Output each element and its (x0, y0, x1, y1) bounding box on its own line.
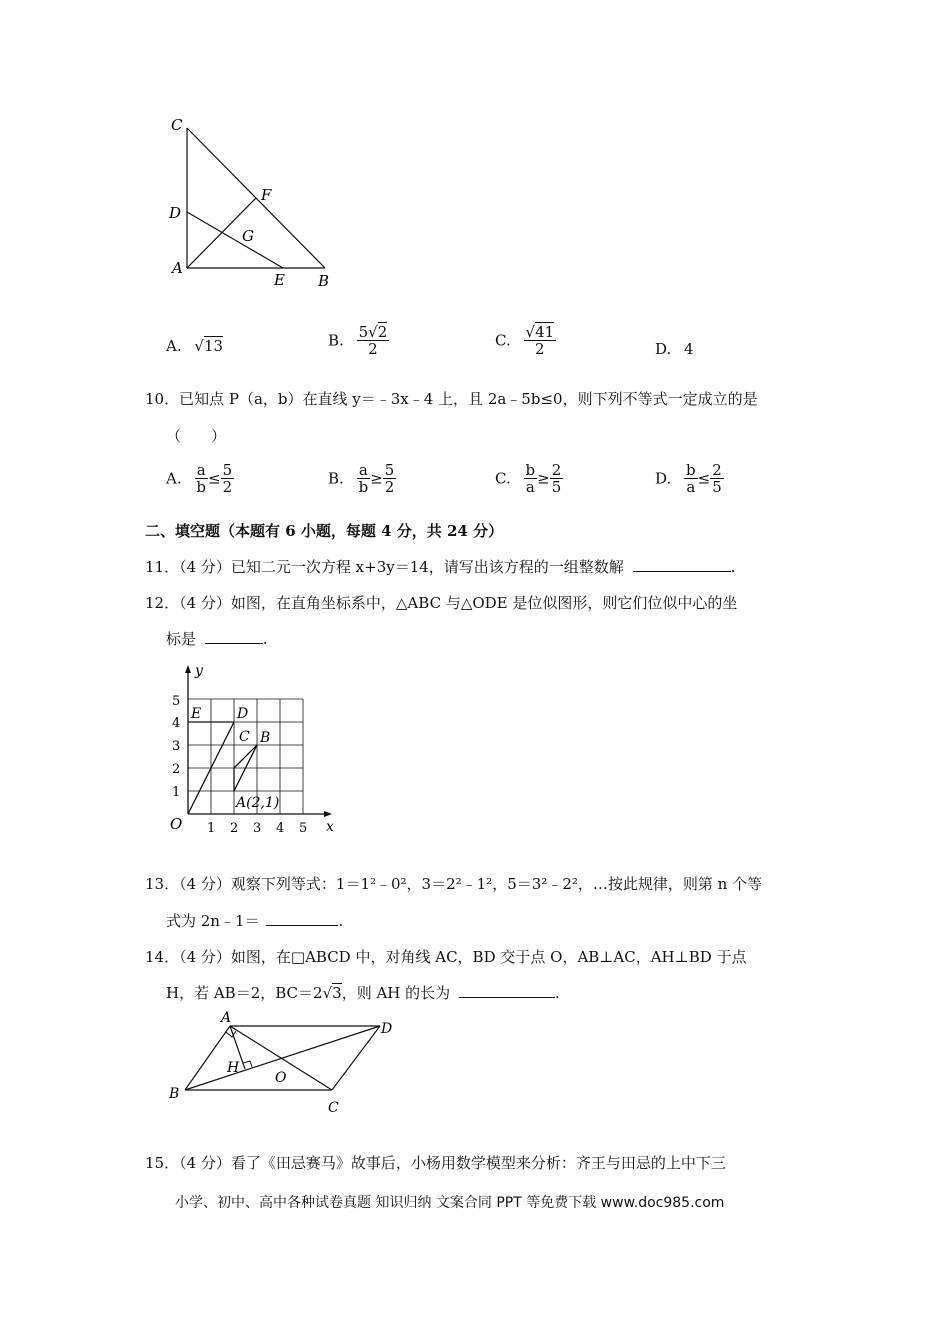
q9-triangle-figure (160, 110, 350, 300)
q14-line2: H，若 AB＝2，BC＝2√3，则 AH 的长为 . (166, 984, 560, 1002)
q14-parallelogram-figure (160, 1010, 410, 1120)
q10-option-b: B. $\frac{a}{b}$ ≥ $\frac{5}{2}$ (328, 461, 395, 496)
y-tick-5: 5 (172, 694, 181, 709)
label-C: C (171, 116, 183, 134)
y-tick-3: 3 (172, 739, 181, 754)
q10-text: 10．已知点 P（a，b）在直线 y＝﹣3x﹣4 上，且 2a﹣5b≤0，则下列不等式一定成立的是 (145, 390, 758, 408)
label-B: B (169, 1086, 180, 1102)
y-tick-1: 1 (172, 785, 181, 800)
x-tick-3: 3 (253, 821, 262, 836)
q10-paren: （ ） (166, 427, 227, 445)
q14-answer-blank[interactable] (459, 985, 555, 998)
q13-line1: 13．（4 分）观察下列等式：1＝1²﹣0²，3＝2²﹣1²，5＝3²﹣2²，…按此规律，则第 n 个等 (145, 875, 763, 893)
y-tick-2: 2 (172, 762, 181, 777)
label-D: D (237, 706, 249, 722)
q9-option-c: C. $\frac{√41}{2}$ (495, 323, 555, 358)
label-C: C (328, 1100, 339, 1116)
origin-label: O (170, 815, 183, 833)
x-tick-4: 4 (276, 821, 285, 836)
q12-answer-blank[interactable] (205, 631, 263, 644)
label-E: E (274, 271, 285, 289)
q11-text: 11．（4 分）已知二元一次方程 x+3y＝14，请写出该方程的一组整数解 . (145, 558, 736, 576)
q10-option-d: D. $\frac{b}{a}$ ≤ $\frac{2}{5}$ (655, 461, 722, 496)
label-A: A (172, 259, 183, 277)
q9-option-d: D. 4 (655, 340, 694, 358)
axis-label-y: y (195, 663, 203, 679)
q15-line1: 15．（4 分）看了《田忌赛马》故事后，小杨用数学模型来分析：齐王与田忌的上中下三 (145, 1154, 726, 1172)
q14-line1: 14．（4 分）如图，在□ABCD 中，对角线 AC，BD 交于点 O，AB⊥AC，AH⊥BD 于点 (145, 948, 747, 966)
x-tick-1: 1 (207, 821, 216, 836)
axis-label-x: x (326, 819, 334, 835)
label-E: E (191, 706, 202, 722)
q12-line2: 标是 . (166, 630, 268, 648)
label-A: A(2,1) (236, 795, 280, 811)
q11-answer-blank[interactable] (633, 559, 731, 572)
label-A: A (221, 1010, 232, 1026)
q13-answer-blank[interactable] (266, 913, 338, 926)
x-tick-5: 5 (299, 821, 308, 836)
label-F: F (261, 186, 272, 204)
q10-option-a: A. $\frac{a}{b}$ ≤ $\frac{5}{2}$ (166, 461, 233, 496)
x-tick-2: 2 (230, 821, 239, 836)
page-footer: 小学、初中、高中各种试卷真题 知识归纳 文案合同 PPT 等免费下载 www.doc985.com (175, 1195, 725, 1211)
q13-line2: 式为 2n﹣1＝ . (166, 912, 344, 930)
q9-option-b: B. $\frac{5√2}{2}$ (328, 323, 388, 358)
label-B: B (260, 730, 271, 746)
q12-coordinate-grid (160, 655, 350, 840)
label-O: O (275, 1070, 287, 1086)
label-H: H (227, 1060, 240, 1076)
label-B: B (318, 272, 330, 290)
y-tick-4: 4 (172, 716, 181, 731)
q10-option-c: C. $\frac{b}{a}$ ≥ $\frac{2}{5}$ (495, 461, 562, 496)
q9-option-a: A. √13 (166, 337, 224, 355)
label-C: C (239, 729, 250, 745)
label-D: D (169, 204, 182, 222)
label-D: D (381, 1021, 393, 1037)
q12-line1: 12．（4 分）如图，在直角坐标系中，△ABC 与△ODE 是位似图形，则它们位似中心的坐 (145, 594, 738, 612)
label-G: G (242, 227, 254, 245)
section-2-heading: 二、填空题（本题有 6 小题，每题 4 分，共 24 分） (145, 522, 504, 540)
